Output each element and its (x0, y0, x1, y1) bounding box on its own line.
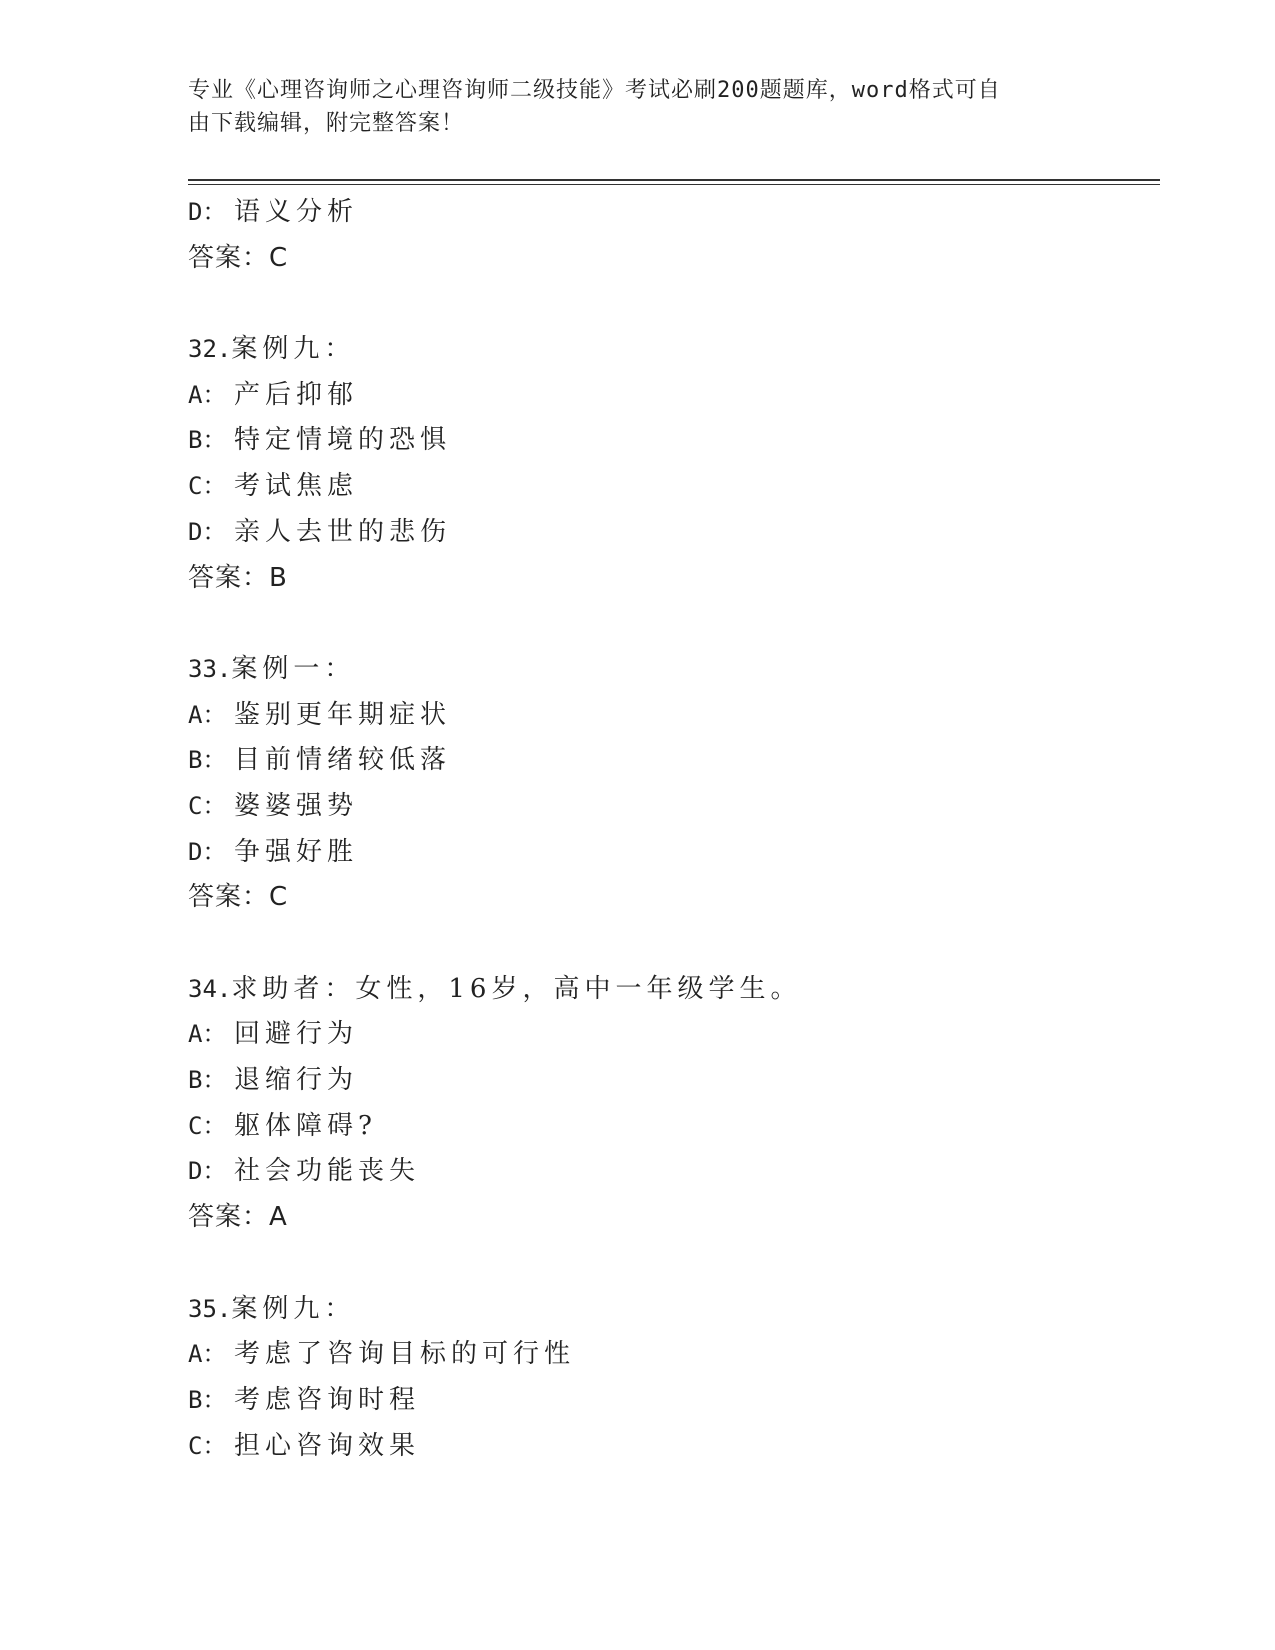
option-text: 语义分析 (234, 197, 359, 227)
answer-line (188, 236, 1168, 282)
option-text: 考虑咨询时程 (234, 1384, 421, 1415)
option-key: B： (188, 426, 227, 455)
option-text: 争强好胜 (234, 836, 359, 867)
block-spacer (188, 1241, 1168, 1287)
option-item (188, 418, 1168, 464)
option-item (188, 784, 1168, 830)
answer-label: 答案： (188, 562, 270, 593)
option-key: D： (188, 837, 227, 866)
option-text: 退缩行为 (234, 1065, 359, 1096)
question-text: 案例九： (231, 1293, 356, 1324)
answer-line (188, 875, 1168, 921)
question-block (188, 647, 1168, 921)
option-text: 鉴别更年期症状 (234, 699, 452, 730)
option-text: 考虑了咨询目标的可行性 (234, 1339, 576, 1370)
option-item (188, 1332, 1168, 1378)
option-key: C： (188, 1111, 227, 1140)
option-key: A： (188, 1340, 227, 1369)
question-text: 求助者：女性，16岁，高中一年级学生。 (231, 973, 802, 1004)
question-number: 32. (188, 335, 232, 364)
question-number: 33. (188, 654, 232, 683)
option-text: 社会功能丧失 (234, 1156, 421, 1187)
option-key: A： (188, 700, 227, 729)
question-stem (188, 647, 1168, 693)
question-block (188, 1287, 1168, 1470)
option-key: C： (188, 472, 227, 501)
question-text: 案例一： (231, 653, 356, 684)
option-text: 婆婆强势 (234, 790, 359, 821)
option-item (188, 190, 1168, 236)
question-stem (188, 967, 1168, 1013)
option-text: 担心咨询效果 (234, 1430, 421, 1461)
question-stem (188, 327, 1168, 373)
option-text: 特定情境的恐惧 (234, 425, 452, 456)
answer-line (188, 556, 1168, 602)
block-spacer (188, 921, 1168, 967)
option-key: D： (188, 198, 227, 226)
option-item (188, 1104, 1168, 1150)
block-spacer (188, 281, 1168, 327)
option-item (188, 1012, 1168, 1058)
question-number: 34. (188, 974, 232, 1003)
document-header (188, 74, 1068, 140)
option-item (188, 510, 1168, 556)
block-spacer (188, 601, 1168, 647)
answer-value: B (269, 562, 288, 593)
option-text: 亲人去世的悲伤 (234, 516, 452, 547)
option-text: 目前情绪较低落 (234, 745, 452, 776)
question-text: 案例九： (231, 334, 356, 365)
option-key: B： (188, 1385, 227, 1414)
answer-value: C (269, 882, 289, 913)
option-text: 考试焦虑 (234, 471, 359, 502)
answer-value: C (269, 242, 289, 273)
question-block (188, 190, 1168, 281)
option-key: C： (188, 1431, 227, 1460)
option-item (188, 1058, 1168, 1104)
question-number: 35. (188, 1294, 232, 1323)
option-key: A： (188, 1020, 227, 1049)
header-rule-thick (188, 179, 1160, 181)
option-item (188, 1149, 1168, 1195)
option-item (188, 738, 1168, 784)
option-key: B： (188, 746, 227, 775)
header-line-2: 由下载编辑，附完整答案！ (188, 111, 465, 136)
option-key: C： (188, 791, 227, 820)
option-text: 回避行为 (234, 1019, 359, 1050)
option-key: D： (188, 517, 227, 546)
question-list (188, 190, 1168, 1469)
option-key: A： (188, 380, 227, 409)
answer-label: 答案： (188, 882, 270, 913)
option-key: B： (188, 1066, 227, 1095)
option-item (188, 464, 1168, 510)
option-item (188, 830, 1168, 876)
header-rule-thin (188, 184, 1160, 185)
option-item (188, 373, 1168, 419)
option-item (188, 693, 1168, 739)
answer-label: 答案： (188, 242, 270, 273)
answer-value: A (269, 1202, 288, 1233)
answer-label: 答案： (188, 1202, 270, 1233)
option-item (188, 1378, 1168, 1424)
question-block (188, 327, 1168, 601)
question-stem (188, 1287, 1168, 1333)
answer-line (188, 1195, 1168, 1241)
header-line-1: 专业《心理咨询师之心理咨询师二级技能》考试必刷200题题库，word格式可自 (188, 78, 1001, 103)
question-block (188, 967, 1168, 1241)
option-key: D： (188, 1157, 227, 1186)
option-item (188, 1424, 1168, 1470)
option-text: 产后抑郁 (234, 379, 359, 410)
option-text: 躯体障碍? (234, 1110, 377, 1141)
